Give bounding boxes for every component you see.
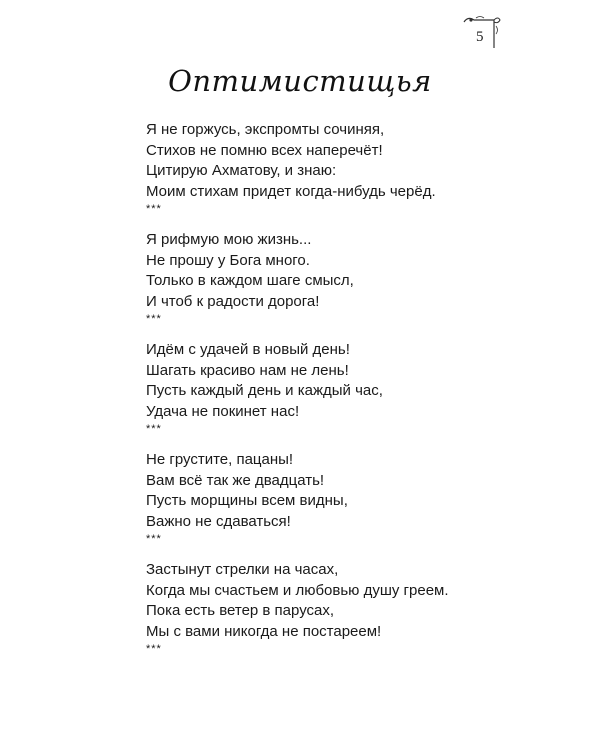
poem-line: Застынут стрелки на часах, xyxy=(146,561,339,578)
poem-line: Я не горжусь, экспромты сочиняя, xyxy=(146,121,385,138)
poem-line: И чтоб к радости дорога! xyxy=(146,292,320,310)
poem-line: Идём с удачей в новый день! xyxy=(146,341,350,358)
stanza-separator: *** xyxy=(146,423,162,435)
poem-line: Когда мы счастьем и любовью душу греем. xyxy=(146,581,449,599)
poem-line: Моим стихам придет когда-нибудь черёд. xyxy=(146,182,436,200)
poem-line: Только в каждом шаге смысл, xyxy=(146,272,354,289)
poem-line: Важно не сдаваться! xyxy=(146,512,291,530)
poem-line: Пусть морщины всем видны, xyxy=(146,492,348,509)
poem-line: Удача не покинет нас! xyxy=(146,402,300,420)
stanza xyxy=(146,340,466,436)
poem-line: Пусть каждый день и каждый час, xyxy=(146,382,383,399)
poem-line: Стихов не помню всех наперечёт! xyxy=(146,141,383,159)
poem-line: Цитирую Ахматову, и знаю: xyxy=(146,162,337,179)
poem-line: Мы с вами никогда не постареем! xyxy=(146,622,382,640)
stanza xyxy=(146,560,466,656)
poem-line: Не прошу у Бога много. xyxy=(146,251,310,269)
stanza-separator: *** xyxy=(146,313,162,325)
poem-line: Я рифмую мою жизнь... xyxy=(146,231,312,248)
stanza-separator: *** xyxy=(146,643,162,655)
page-number: 5 xyxy=(476,29,484,45)
stanza-separator: *** xyxy=(146,203,162,215)
page-title: Оптимистищья xyxy=(168,64,432,98)
poem-line: Пока есть ветер в парусах, xyxy=(146,602,335,619)
stanza xyxy=(146,450,466,546)
stanza xyxy=(146,120,466,216)
stanza-separator: *** xyxy=(146,533,162,545)
poem-line: Не грустите, пацаны! xyxy=(146,451,294,468)
stanza xyxy=(146,230,466,326)
page-number-block xyxy=(462,14,502,50)
poem-line: Шагать красиво нам не лень! xyxy=(146,361,349,379)
poem-body xyxy=(146,120,466,670)
poem-line: Вам всё так же двадцать! xyxy=(146,471,325,489)
